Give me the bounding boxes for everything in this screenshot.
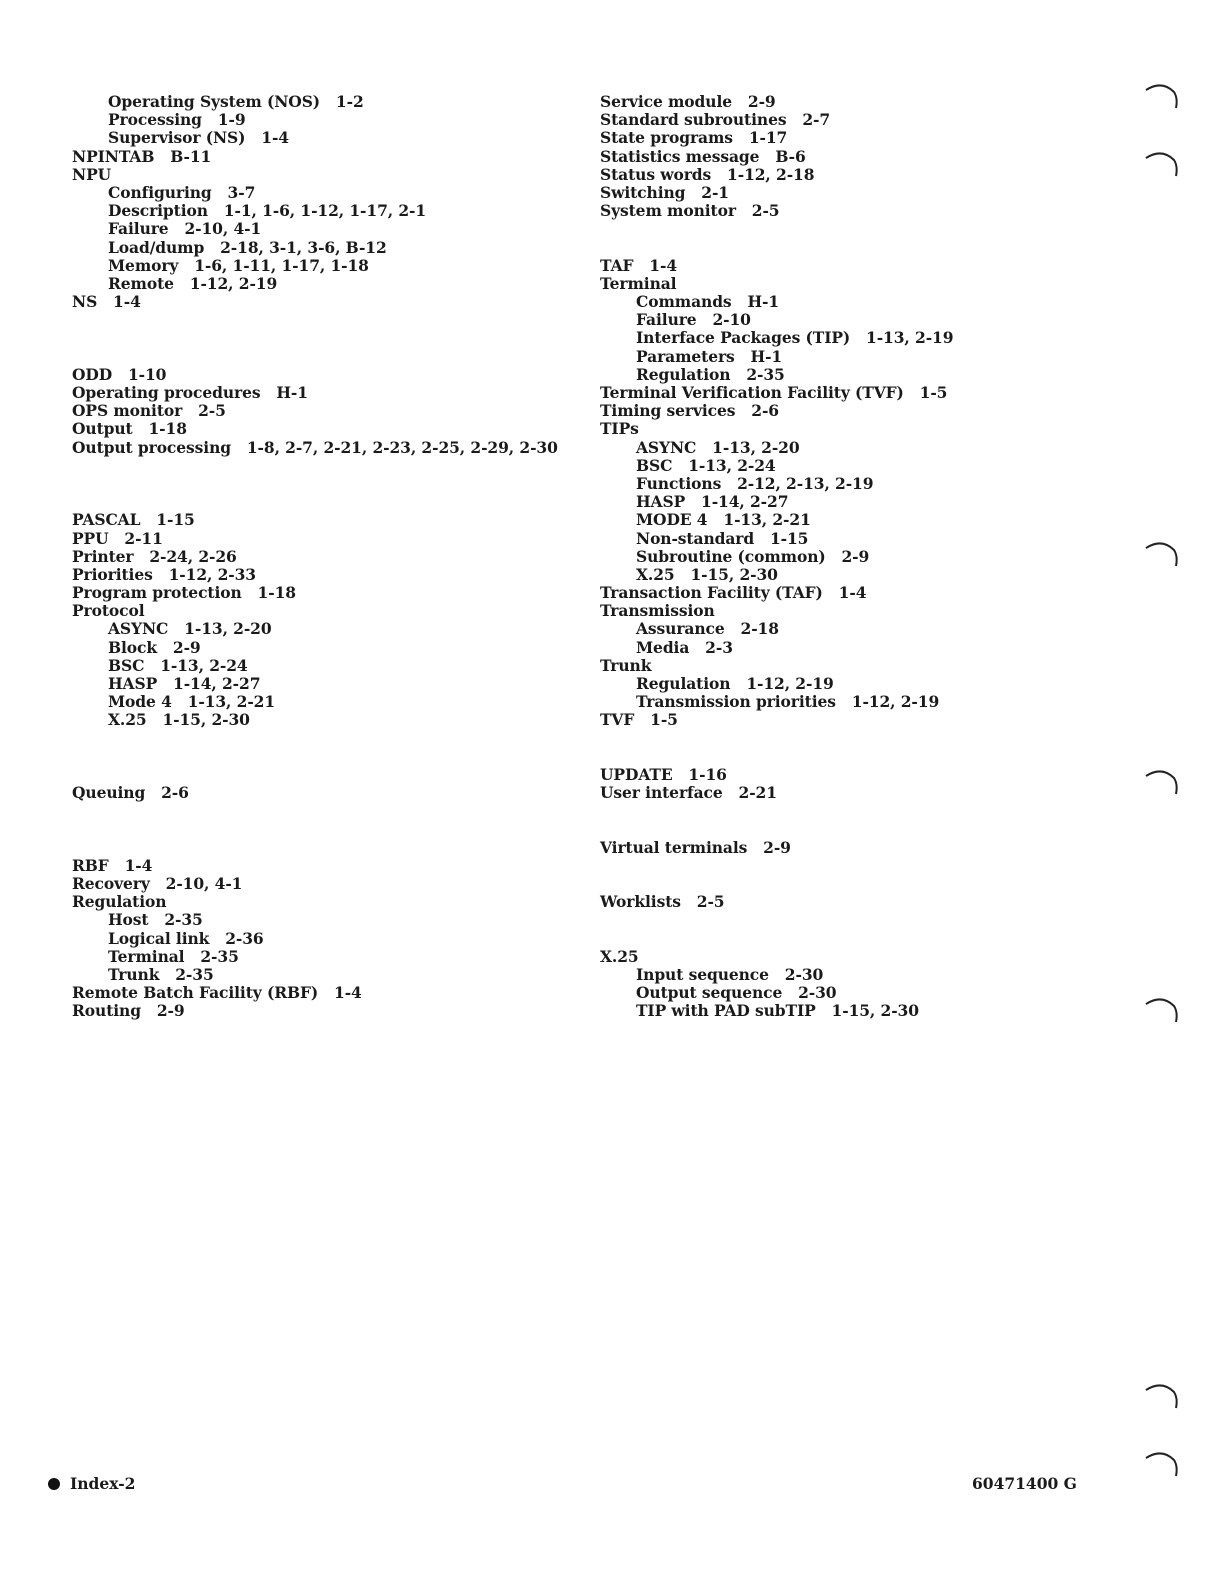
entry-spacer [600,821,1160,839]
index-entry: Transmission [600,601,715,621]
page-label: Index-2 [70,1474,136,1493]
index-entry: UPDATE 1-16 [600,764,727,784]
index-entry: Service module 2-9 [600,92,776,111]
bullet-icon [48,1478,60,1490]
index-subentry: Host 2-35 [108,910,203,930]
entry-spacer [72,329,572,347]
index-entry: OPS monitor 2-5 [72,401,226,421]
index-entry: User interface 2-21 [600,783,777,803]
index-subentry: Configuring 3-7 [108,182,256,202]
punch-hole-mark-icon [1144,768,1180,796]
index-subentry: Interface Packages (TIP) 1-13, 2-19 [636,328,954,348]
index-entry: Remote Batch Facility (RBF) 1-4 [72,983,362,1003]
index-subentry: Functions 2-12, 2-13, 2-19 [636,473,874,493]
index-subentry: Block 2-9 [108,637,201,657]
index-entry: Priorities 1-12, 2-33 [72,564,256,584]
index-subentry: HASP 1-14, 2-27 [636,492,789,512]
index-subentry: Input sequence 2-30 [636,965,824,984]
index-entry: Timing services 2-6 [600,401,779,421]
index-entry: Protocol [72,601,145,621]
entry-spacer [72,493,572,511]
entry-spacer [72,802,572,820]
index-entry: NPINTAB B-11 [72,146,212,166]
index-subentry: Mode 4 1-13, 2-21 [108,692,276,712]
index-entry: System monitor 2-5 [600,201,780,221]
index-entry: Operating procedures H-1 [72,383,308,402]
index-entry: Switching 2-1 [600,182,729,202]
index-entry: Output 1-18 [72,419,187,439]
index-subentry: ASYNC 1-13, 2-20 [108,619,272,639]
index-entry: Terminal Verification Facility (TVF) 1-5 [600,383,948,402]
index-entry: Output processing 1-8, 2-7, 2-21, 2-23, 2-25, 2-29, 2-30 [72,437,558,457]
entry-spacer [72,475,572,493]
index-subentry: X.25 1-15, 2-30 [108,710,250,730]
index-subentry: Supervisor (NS) 1-4 [108,128,289,148]
index-subentry: Commands H-1 [636,292,780,312]
index-entry: TVF 1-5 [600,710,678,730]
index-entry: RBF 1-4 [72,855,153,875]
index-subentry: Trunk 2-35 [108,965,214,984]
index-right-column [600,93,1160,1021]
entry-spacer [72,766,572,784]
entry-spacer [600,802,1160,820]
entry-spacer [72,348,572,366]
index-subentry: Media 2-3 [636,637,733,657]
entry-spacer [600,911,1160,929]
index-subentry: Logical link 2-36 [108,928,264,948]
index-entry: NPU [72,164,112,184]
index-left-column [72,93,572,1021]
index-subentry: ASYNC 1-13, 2-20 [636,437,800,457]
index-entry: Virtual terminals 2-9 [600,837,791,857]
index-subentry: Transmission priorities 1-12, 2-19 [636,692,940,712]
punch-hole-mark-icon [1144,1382,1180,1410]
index-entry: ODD 1-10 [72,364,167,384]
index-subentry: X.25 1-15, 2-30 [636,564,778,584]
index-entry: Queuing 2-6 [72,783,189,803]
index-subentry: Memory 1-6, 1-11, 1-17, 1-18 [108,255,369,275]
index-subentry: HASP 1-14, 2-27 [108,674,261,693]
index-entry: Recovery 2-10, 4-1 [72,874,243,894]
index-entry: Terminal [600,273,677,293]
entry-spacer [72,821,572,839]
index-subentry: Processing 1-9 [108,110,246,130]
index-entry: Trunk [600,655,652,675]
entry-spacer [72,730,572,748]
index-subentry: Non-standard 1-15 [636,528,809,548]
entry-spacer [72,748,572,766]
index-subentry: Subroutine (common) 2-9 [636,546,870,566]
index-entry: Routing 2-9 [72,1001,185,1021]
index-subentry: MODE 4 1-13, 2-21 [636,510,811,530]
index-entry: Status words 1-12, 2-18 [600,164,815,184]
index-subentry: Assurance 2-18 [636,619,779,639]
index-subentry: Operating System (NOS) 1-2 [108,92,364,111]
page-footer-left [48,1474,135,1493]
index-subentry: Failure 2-10, 4-1 [108,219,262,239]
index-entry: TIPs [600,419,639,439]
entry-spacer [72,457,572,475]
entry-spacer [600,748,1160,766]
punch-hole-mark-icon [1144,996,1180,1024]
entry-spacer [600,220,1160,238]
index-entry: Regulation [72,892,167,912]
index-subentry: Regulation 1-12, 2-19 [636,674,834,693]
entry-spacer [72,311,572,329]
punch-hole-mark-icon [1144,540,1180,568]
index-subentry: BSC 1-13, 2-24 [108,655,248,675]
index-entry: Statistics message B-6 [600,146,806,166]
entry-spacer [600,239,1160,257]
index-entry: Printer 2-24, 2-26 [72,546,237,566]
punch-hole-mark-icon [1144,1450,1180,1478]
entry-spacer [600,930,1160,948]
entry-spacer [600,857,1160,875]
index-entry: PPU 2-11 [72,528,163,548]
index-subentry: TIP with PAD subTIP 1-15, 2-30 [636,1001,919,1021]
document-number: 60471400 G [972,1474,1077,1493]
index-entry: Program protection 1-18 [72,583,296,603]
index-entry: State programs 1-17 [600,128,788,148]
index-entry: PASCAL 1-15 [72,510,195,530]
index-subentry: Terminal 2-35 [108,946,239,966]
index-subentry: Parameters H-1 [636,346,783,366]
index-subentry: BSC 1-13, 2-24 [636,455,776,475]
index-subentry: Failure 2-10 [636,310,751,330]
index-subentry: Load/dump 2-18, 3-1, 3-6, B-12 [108,237,387,257]
index-entry: X.25 [600,946,639,966]
index-entry: Worklists 2-5 [600,892,725,912]
index-entry: NS 1-4 [72,292,141,312]
entry-spacer [600,875,1160,893]
punch-hole-mark-icon [1144,82,1180,110]
punch-hole-mark-icon [1144,150,1180,178]
index-subentry: Output sequence 2-30 [636,983,837,1003]
index-entry: TAF 1-4 [600,255,678,275]
entry-spacer [72,839,572,857]
index-subentry: Description 1-1, 1-6, 1-12, 1-17, 2-1 [108,201,427,221]
entry-spacer [600,730,1160,748]
index-entry: Transaction Facility (TAF) 1-4 [600,583,867,603]
index-subentry: Remote 1-12, 2-19 [108,273,278,293]
index-entry: Standard subroutines 2-7 [600,110,831,130]
index-subentry: Regulation 2-35 [636,364,785,384]
